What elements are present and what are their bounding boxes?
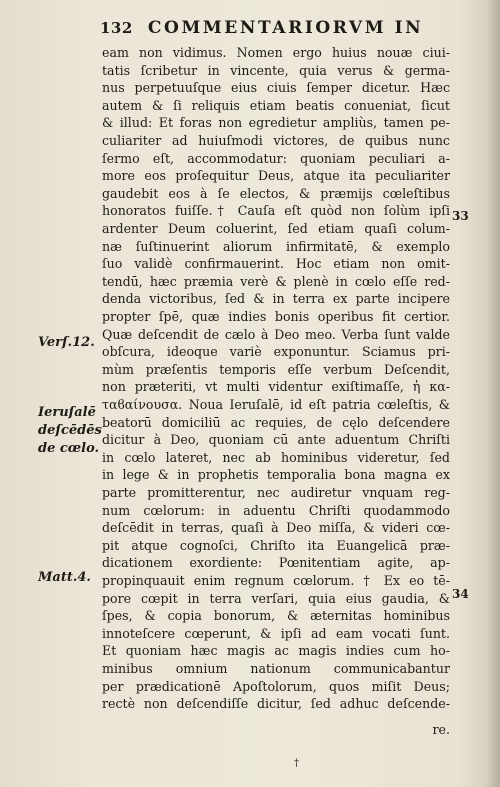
- text-line: in lege & in prophetis temporalia bona magna ex: [102, 467, 450, 483]
- running-head: [100, 18, 440, 44]
- catchword: re.: [432, 722, 450, 737]
- text-line: minibus omnium nationum communicabantur: [102, 661, 450, 676]
- text-line: eam non vidimus. Nomen ergo huius nouæ ciui-: [102, 45, 450, 60]
- text-line: mùm præſentis temporis eſſe verbum Deſcendit,: [102, 361, 450, 377]
- gutter-shadow: [486, 0, 500, 787]
- text-line: propinquauit enim regnum cœlorum. † Ex eo tē-: [102, 573, 450, 588]
- text-line: innoteſcere cœperunt, & ipſi ad eam vocati ſunt.: [102, 625, 450, 641]
- text-line: honoratos fuiſſe.† Cauſa eſt quòd non ſolùm ipſi: [102, 203, 450, 219]
- margin-note-matthew: Matt.4.: [38, 570, 91, 585]
- margin-note-ierusalem: Ieruſalē: [38, 405, 96, 420]
- text-line: non præteriti, vt multi videntur exiſtimaſſe, ἡ κα-: [102, 379, 450, 395]
- text-line: dicitur à Deo, quoniam cū ante aduentum Chriſti: [102, 432, 450, 448]
- text-line: Et quoniam hæc magis ac magis indies cum ho-: [102, 643, 450, 659]
- margin-note-de-caelo: de cœlo.: [38, 441, 100, 456]
- text-line: tatis ſcribetur in vincente, quia verus & germa-: [102, 62, 450, 78]
- text-line: ſermo eſt, accommodatur: quoniam peculiari a-: [102, 150, 450, 166]
- text-line: næ ſuſtinuerint aliorum infirmitatē, & exemplo: [102, 238, 450, 254]
- text-line: deſcēdit in terras, quaſi à Deo miſſa, & videri cœ-: [102, 520, 450, 536]
- text-line: pore cœpit in terra verſari, quia eius gaudia, &: [102, 590, 450, 606]
- text-line: autem & ſi reliquis etiam beatis conueniat, ſicut: [102, 97, 450, 113]
- margin-note-verse: Verſ.12.: [38, 335, 95, 350]
- text-line: tendū, hæc præmia verè & plenè in cœlo eſſe red-: [102, 273, 450, 289]
- text-line: ſpes, & copia bonorum, & æternitas hominibus: [102, 608, 450, 624]
- text-line: ardenter Deum coluerint, ſed etiam quaſi colum-: [102, 221, 450, 236]
- text-line: rectè non deſcendiſſe dicitur, ſed adhuc deſcende-: [102, 696, 450, 712]
- text-line: more eos proſequitur Deus, atque ita peculiariter: [102, 168, 450, 184]
- text-line: ſuo validè confirmauerint. Hoc etiam non omit-: [102, 256, 450, 272]
- text-line: nus perpetuuſque eius ciuis ſemper dicetur. Hæc: [102, 80, 450, 96]
- text-line: obſcura, ideoque variè exponuntur. Sciamus pri-: [102, 344, 450, 360]
- text-line: dicationem exordiente: Pœnitentiam agite, ap-: [102, 555, 450, 571]
- margin-note-descendens: deſcēdēs: [38, 423, 102, 438]
- text-line: ταϐαίνουσα. Noua Ieruſalē, id eſt patria cœleſtis, &: [102, 397, 450, 412]
- text-line: gaudebit eos à ſe electos, & præmijs cœleſtibus: [102, 185, 450, 201]
- text-line: Quæ deſcendit de cælo à Deo meo. Verba ſunt valde: [102, 326, 450, 342]
- text-line: pit atque cognoſci, Chriſto ita Euangelicā præ-: [102, 537, 450, 553]
- running-title: COMMENTARIORVM IN: [147, 18, 424, 38]
- page-number: 132: [100, 19, 133, 37]
- text-line: & illud: Et foras non egredietur ampliùs, tamen pe-: [102, 115, 450, 131]
- footer-mark: †: [294, 758, 299, 769]
- text-line: beatorū domiciliū ac requies, de cęlo deſcendere: [102, 414, 450, 430]
- margin-note-34: 34: [452, 587, 469, 601]
- text-line: num cœlorum: in aduentu Chriſti quodammodo: [102, 502, 450, 518]
- text-line: per prædicationē Apoſtolorum, quos miſit Deus;: [102, 678, 450, 694]
- text-line: denda victoribus, ſed & in terra ex parte incipere: [102, 291, 450, 307]
- text-line: propter ſpē, quæ indies bonis operibus fit certior.: [102, 309, 450, 324]
- text-line: parte promitterentur, nec audiretur vnquam reg-: [102, 485, 450, 500]
- text-line: culiariter ad huiuſmodi victores, de quibus nunc: [102, 133, 450, 148]
- margin-note-33: 33: [452, 209, 469, 223]
- text-line: in cœlo lateret, nec ab hominibus videretur, ſed: [102, 449, 450, 465]
